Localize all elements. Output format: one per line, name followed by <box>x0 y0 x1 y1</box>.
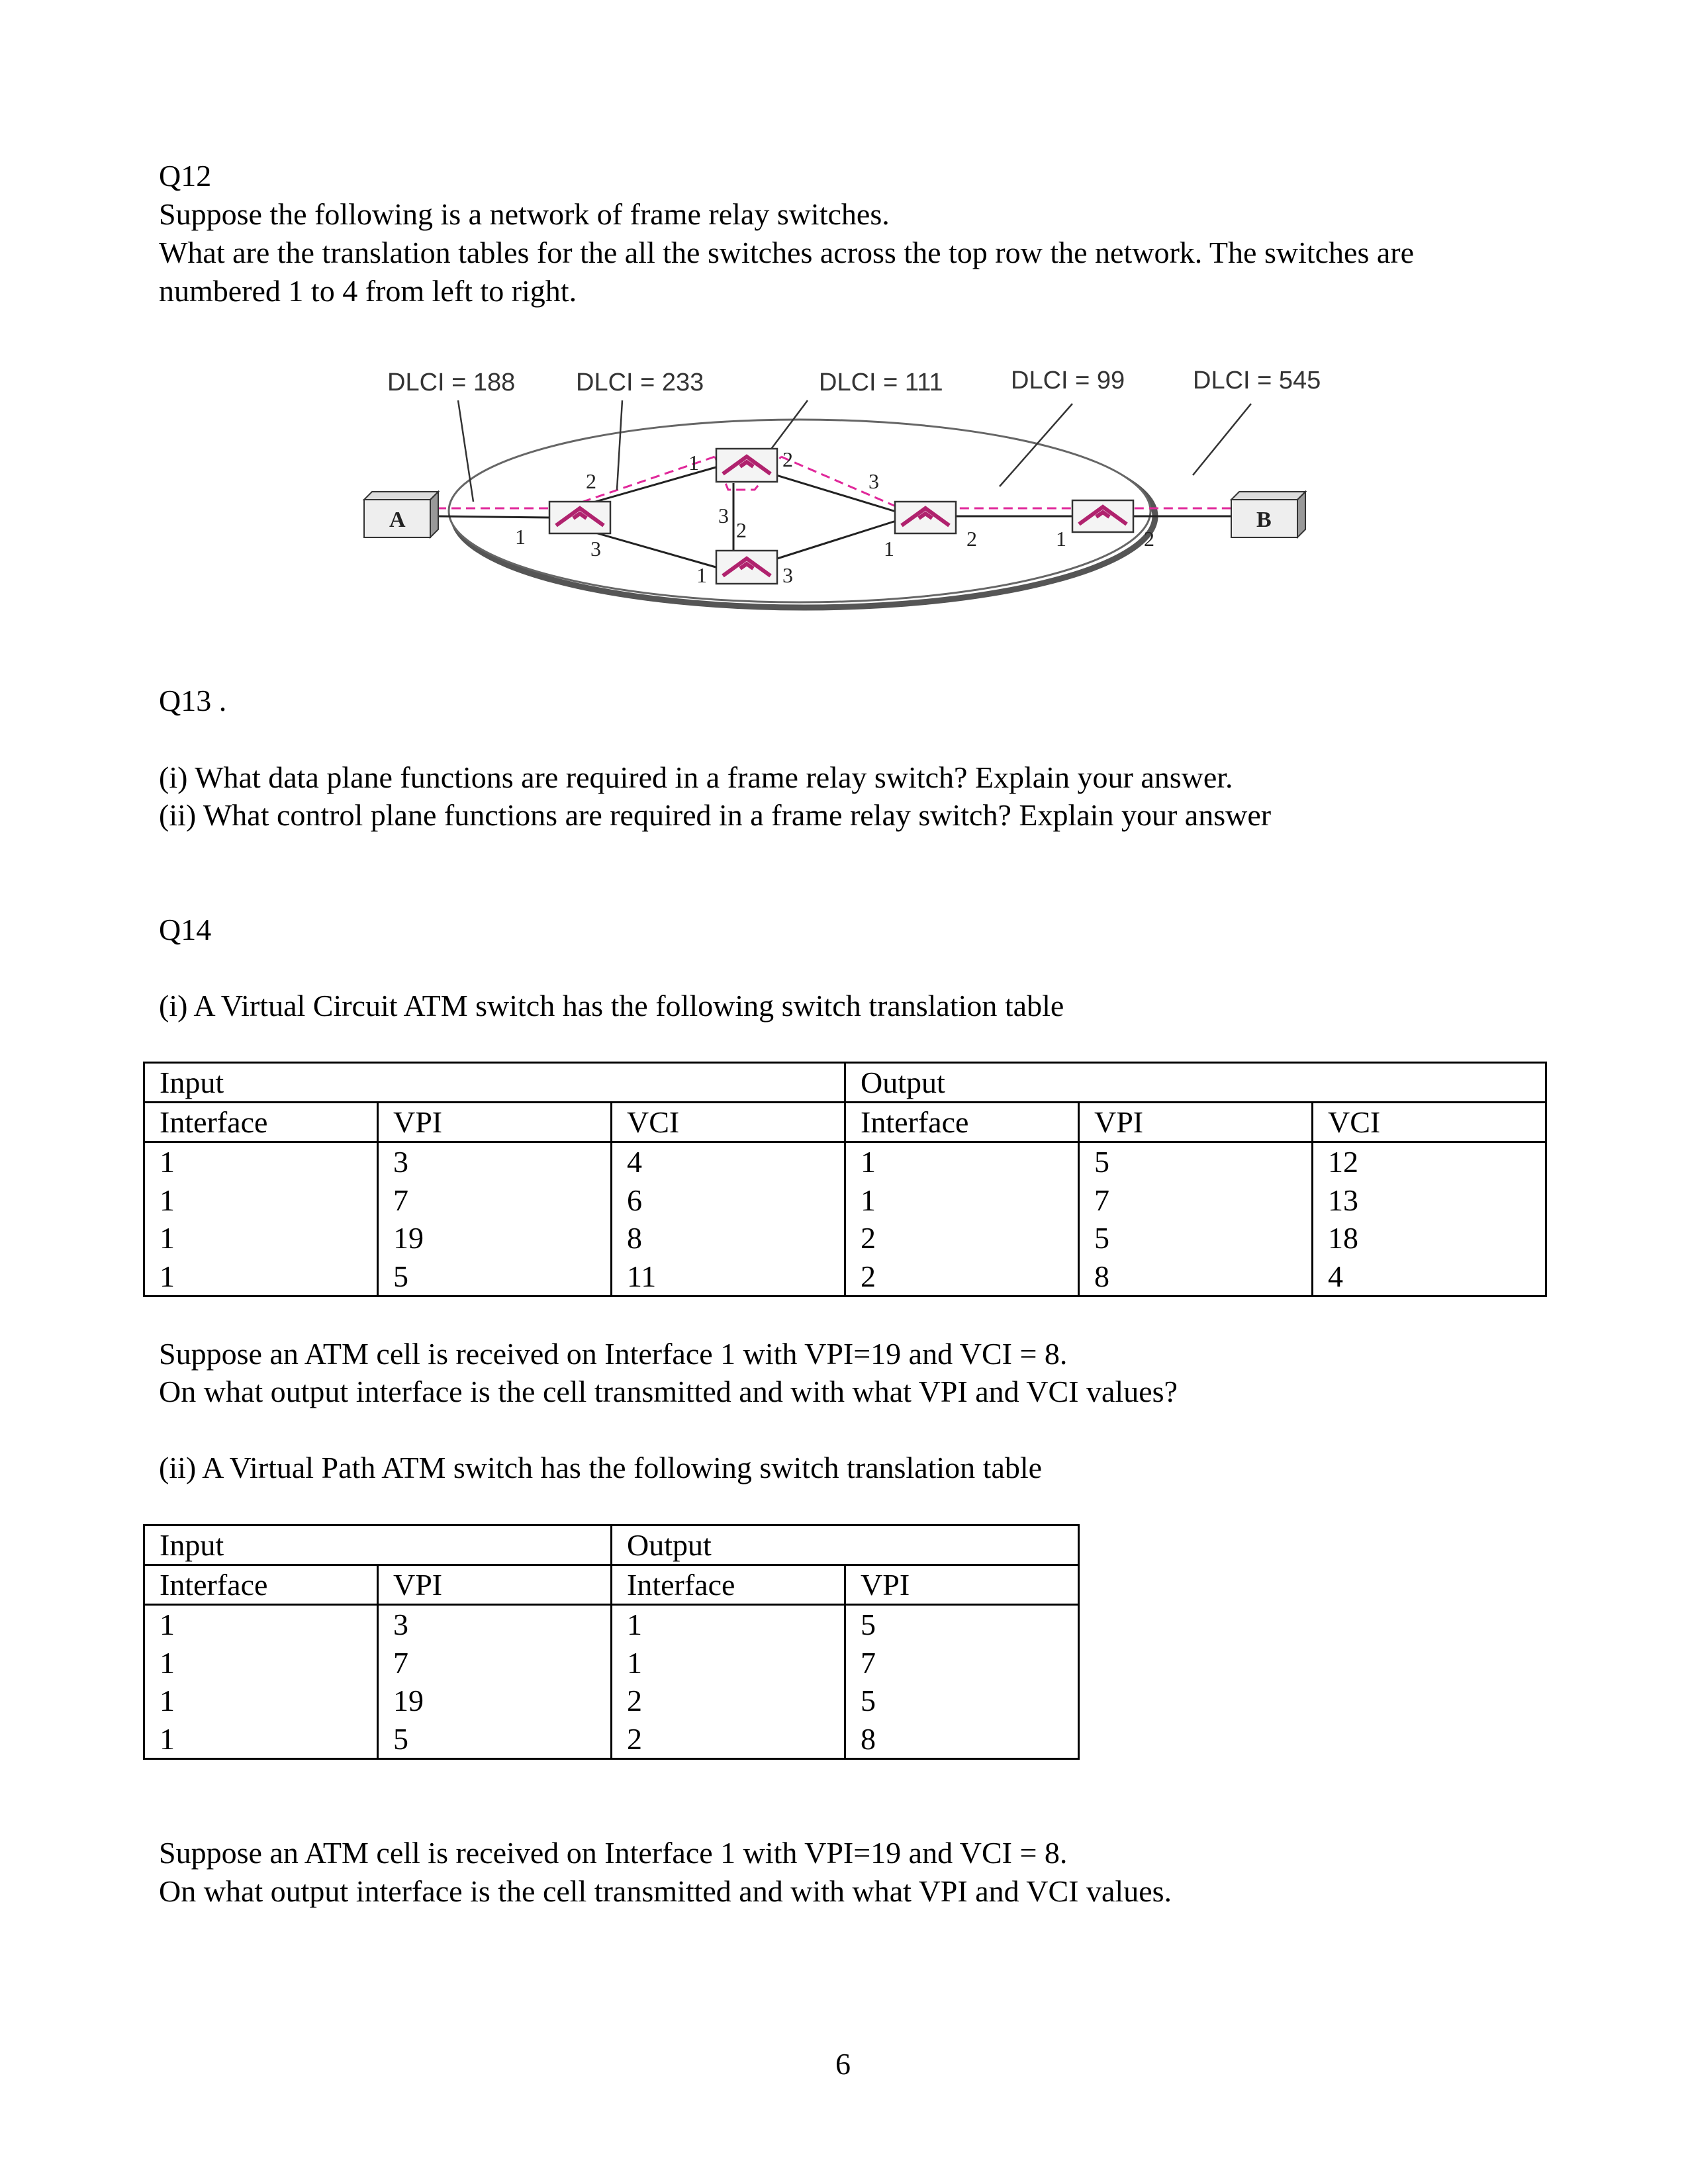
table-cell: 5 <box>845 1605 1079 1644</box>
dlci-label-99: DLCI = 99 <box>1011 367 1125 394</box>
table-cell: 2 <box>612 1682 845 1720</box>
vp-group-header-input: Input <box>144 1525 612 1565</box>
vp-column-header: Interface <box>612 1565 845 1605</box>
switch-4 <box>895 502 956 533</box>
table-cell: 1 <box>144 1257 378 1297</box>
port-label: 1 <box>1056 527 1066 551</box>
vc-column-header: VCI <box>1313 1103 1546 1142</box>
port-label: 2 <box>736 518 747 542</box>
frame-relay-network-diagram <box>357 357 1350 635</box>
port-label: 3 <box>782 563 793 587</box>
vc-translation-table <box>143 1062 1547 1297</box>
table-row <box>144 1605 1079 1644</box>
port-label: 1 <box>515 525 526 549</box>
table-cell: 1 <box>144 1720 378 1759</box>
table-cell: 5 <box>378 1257 612 1297</box>
table-cell: 2 <box>845 1219 1079 1257</box>
q13-heading: Q13 . <box>159 684 227 717</box>
vp-translation-table <box>143 1524 1080 1760</box>
table-cell: 13 <box>1313 1181 1546 1220</box>
dlci-label-111: DLCI = 111 <box>819 369 943 396</box>
table-row <box>144 1219 1546 1257</box>
table-row <box>144 1257 1546 1297</box>
table-row <box>144 1142 1546 1181</box>
q13-line1: (i) What data plane functions are required in a frame relay switch? Explain your answer. <box>159 760 1233 794</box>
vc-column-header: VPI <box>1079 1103 1313 1142</box>
dlci-label-188: DLCI = 188 <box>387 369 516 396</box>
table-cell: 8 <box>845 1720 1079 1759</box>
table-cell: 5 <box>378 1720 612 1759</box>
dlci-label-233: DLCI = 233 <box>576 369 704 396</box>
table-cell: 1 <box>144 1682 378 1720</box>
page-number: 6 <box>835 2047 851 2081</box>
vc-column-header: VCI <box>612 1103 845 1142</box>
switch-2 <box>716 449 777 482</box>
port-label: 3 <box>718 504 729 527</box>
vp-column-header: VPI <box>378 1565 612 1605</box>
table-cell: 1 <box>612 1644 845 1682</box>
node-a <box>364 492 438 537</box>
q14-part1-question1: Suppose an ATM cell is received on Interface 1 with VPI=19 and VCI = 8. <box>159 1337 1068 1371</box>
q14-part1-question2: On what output interface is the cell transmitted and with what VPI and VCI values? <box>159 1375 1178 1408</box>
port-label: 2 <box>586 469 596 493</box>
table-cell: 7 <box>1079 1181 1313 1220</box>
table-row <box>144 1720 1079 1759</box>
q12-line2: What are the translation tables for the all the switches across the top row the network. The switches are <box>159 236 1415 269</box>
table-cell: 1 <box>144 1142 378 1181</box>
table-cell: 6 <box>612 1181 845 1220</box>
table-cell: 2 <box>845 1257 1079 1297</box>
table-cell: 1 <box>612 1605 845 1644</box>
table-cell: 1 <box>845 1181 1079 1220</box>
table-cell: 4 <box>1313 1257 1546 1297</box>
vc-column-header: Interface <box>144 1103 378 1142</box>
table-cell: 7 <box>845 1644 1079 1682</box>
port-label: 3 <box>590 537 601 561</box>
port-label: 1 <box>696 563 707 587</box>
node-b <box>1231 492 1305 537</box>
vc-group-header-input: Input <box>144 1063 845 1103</box>
vc-column-header: VPI <box>378 1103 612 1142</box>
table-row <box>144 1644 1079 1682</box>
table-cell: 1 <box>144 1219 378 1257</box>
port-label: 2 <box>782 447 793 471</box>
node-b-label: B <box>1256 508 1272 532</box>
table-cell: 12 <box>1313 1142 1546 1181</box>
table-cell: 19 <box>378 1682 612 1720</box>
table-cell: 5 <box>845 1682 1079 1720</box>
table-cell: 2 <box>612 1720 845 1759</box>
table-cell: 1 <box>144 1644 378 1682</box>
table-cell: 1 <box>845 1142 1079 1181</box>
table-cell: 8 <box>612 1219 845 1257</box>
q12-line3: numbered 1 to 4 from left to right. <box>159 274 577 308</box>
q14-heading: Q14 <box>159 913 212 946</box>
table-cell: 7 <box>378 1644 612 1682</box>
table-cell: 3 <box>378 1142 612 1181</box>
switch-1 <box>549 502 610 533</box>
q12-line1: Suppose the following is a network of frame relay switches. <box>159 197 890 231</box>
table-cell: 1 <box>144 1605 378 1644</box>
q12-heading: Q12 <box>159 159 212 193</box>
port-label: 1 <box>688 451 699 475</box>
table-cell: 8 <box>1079 1257 1313 1297</box>
table-cell: 11 <box>612 1257 845 1297</box>
table-row <box>144 1682 1079 1720</box>
switch-3 <box>716 551 777 584</box>
q14-part2-intro: (ii) A Virtual Path ATM switch has the following switch translation table <box>159 1451 1043 1484</box>
switch-5 <box>1072 500 1133 532</box>
port-label: 2 <box>966 527 977 551</box>
table-cell: 1 <box>144 1181 378 1220</box>
table-cell: 5 <box>1079 1142 1313 1181</box>
node-a-label: A <box>389 508 406 532</box>
q14-part1-intro: (i) A Virtual Circuit ATM switch has the following switch translation table <box>159 989 1064 1023</box>
table-cell: 5 <box>1079 1219 1313 1257</box>
vc-group-header-output: Output <box>845 1063 1546 1103</box>
vp-group-header-output: Output <box>612 1525 1079 1565</box>
dlci-label-545: DLCI = 545 <box>1193 367 1321 394</box>
q14-part2-question1: Suppose an ATM cell is received on Interface 1 with VPI=19 and VCI = 8. <box>159 1836 1068 1870</box>
table-cell: 7 <box>378 1181 612 1220</box>
port-label: 3 <box>868 469 879 493</box>
table-cell: 3 <box>378 1605 612 1644</box>
vc-column-header: Interface <box>845 1103 1079 1142</box>
vp-column-header: VPI <box>845 1565 1079 1605</box>
port-label: 1 <box>884 537 894 561</box>
port-label: 2 <box>1144 527 1154 551</box>
table-cell: 18 <box>1313 1219 1546 1257</box>
vp-column-header: Interface <box>144 1565 378 1605</box>
table-cell: 19 <box>378 1219 612 1257</box>
table-cell: 4 <box>612 1142 845 1181</box>
q13-line2: (ii) What control plane functions are required in a frame relay switch? Explain your answer <box>159 798 1272 832</box>
q14-part2-question2: On what output interface is the cell transmitted and with what VPI and VCI values. <box>159 1874 1172 1908</box>
table-row <box>144 1181 1546 1220</box>
